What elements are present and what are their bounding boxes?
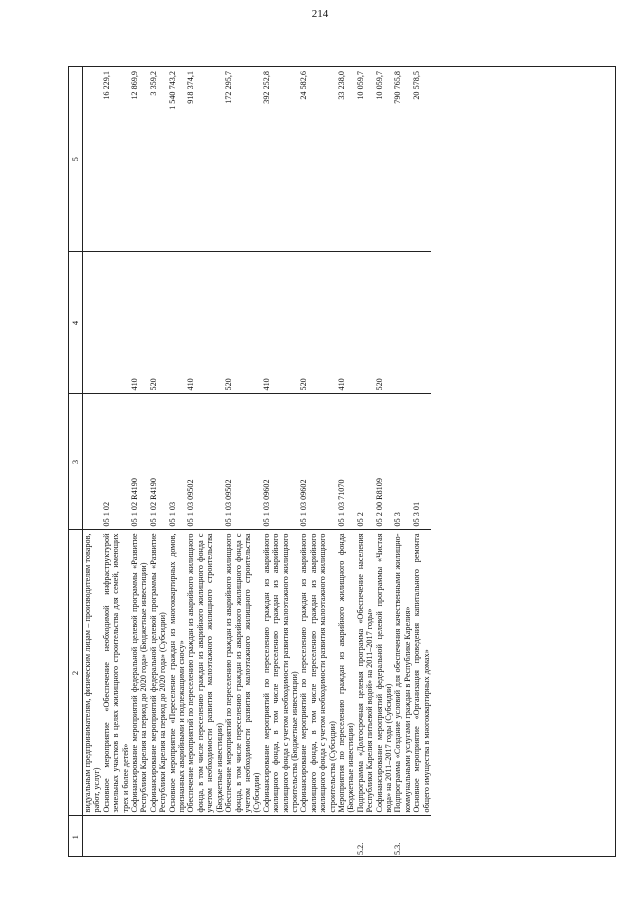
row-amount: 172 295,7 [224,67,262,252]
row-amount: 392 252,8 [262,67,300,252]
row-amount: 10 059,7 [356,67,375,252]
row-amount [83,67,102,252]
table-row [412,67,431,857]
row-expense-type [83,252,102,394]
row-code: 05 1 02 [102,394,130,530]
row-description: Софинансирование мероприятий по переселению граждан из аварийного жилищного фонда, в том числе переселению граждан из аварийного жилищного фонда с учетом необходимости развития малоэтажного жилищного строительства (Субсидии) [299,530,337,816]
row-code: 05 1 03 09502 [224,394,262,530]
row-description: Мероприятия по переселению граждан из аварийного жилищного фонда (Бюджетные инвестиции) [337,530,356,816]
rotated-table-container [69,67,616,857]
row-expense-type [168,252,187,394]
table-row [262,67,300,857]
row-group-number [186,816,224,857]
row-code: 05 1 03 09602 [299,394,337,530]
row-expense-type [393,252,412,394]
row-group-number [412,816,431,857]
row-amount: 12 869,9 [130,67,149,252]
header-col-4: 4 [69,252,83,394]
header-col-2: 2 [69,530,83,816]
row-expense-type [356,252,375,394]
row-description: Подпрограмма «Долгосрочная целевая программа «Обеспечение населения Республики Карелия питьевой водой» на 2011–2017 годы» [356,530,375,816]
row-amount: 3 359,2 [149,67,168,252]
row-amount: 16 229,1 [102,67,130,252]
row-group-number [224,816,262,857]
row-description: видуальным предпринимателям, физическим лицам – производителям товаров, работ, услуг) [83,530,102,816]
row-group-number: 5.2. [355,842,365,855]
row-group-number [262,816,300,857]
table-row [130,67,149,857]
budget-table [69,67,431,857]
row-amount: 918 374,1 [186,67,224,252]
row-group-number [168,816,187,857]
budget-table-frame [68,66,616,857]
table-row [356,67,375,857]
header-col-3: 3 [69,394,83,530]
table-row [186,67,224,857]
row-expense-type [102,252,130,394]
row-expense-type [412,252,431,394]
row-code: 05 1 03 71070 [337,394,356,530]
row-description: Софинансирование мероприятий федеральной целевой программы «Развитие Республики Карелия на период до 2020 года» (Бюджетные инвестиции) [130,530,149,816]
row-amount: 20 578,5 [412,67,431,252]
table-row [393,67,412,857]
row-code [83,394,102,530]
row-description: Софинансирование мероприятий федеральной целевой программы «Развитие Республики Карелия на период до 2020 года» (Субсидии) [149,530,168,816]
row-group-number [299,816,337,857]
row-amount: 790 765,8 [393,67,412,252]
row-code: 05 1 02 R4190 [130,394,149,530]
header-col-1: 1 [69,816,83,857]
row-code: 05 1 03 [168,394,187,530]
row-group-number [149,816,168,857]
row-code: 05 2 00 R8109 [375,394,394,530]
table-row [149,67,168,857]
row-description: Основное мероприятие «Обеспечение необходимой инфраструктурой земельных участков в целях жилищного строительства для семей, имеющих трех и более детей» [102,530,130,816]
row-expense-type: 520 [149,252,168,394]
row-description: Софинансирование мероприятий федеральной целевой программы «Чистая вода» на 2011–2017 годы (Субсидии) [375,530,394,816]
row-group-number [337,816,356,857]
page-number: 214 [311,8,329,20]
row-group-number [130,816,149,857]
row-group-number [83,816,102,857]
row-expense-type: 410 [130,252,149,394]
row-description: Обеспечение мероприятий по переселению граждан из аварийного жилищного фонда, в том числе переселению граждан из аварийного жилищного фонда с учетом необходимости развития малоэтажного жилищного строительства (Бюджетные инвестиции) [186,530,224,816]
row-amount: 1 540 743,2 [168,67,187,252]
row-code: 05 2 [356,394,375,530]
row-amount: 33 238,0 [337,67,356,252]
row-description: Основное мероприятие «Организация проведения капитального ремонта общего имущества в многоквартирных домах» [412,530,431,816]
table-row [337,67,356,857]
row-expense-type: 520 [299,252,337,394]
row-code: 05 1 03 09502 [186,394,224,530]
row-expense-type: 410 [337,252,356,394]
header-col-5: 5 [69,67,83,252]
row-code: 05 3 01 [412,394,431,530]
row-description: Основное мероприятие «Переселение граждан из многоквартирных домов, признанных аварийными и подлежащими сносу» [168,530,187,816]
row-code: 05 1 03 09602 [262,394,300,530]
table-row [299,67,337,857]
table-row [102,67,130,857]
row-group-number: 5.3. [393,842,403,855]
row-expense-type: 520 [375,252,394,394]
table-row [83,67,102,857]
row-amount: 10 059,7 [375,67,394,252]
table-row [375,67,394,857]
row-description: Обеспечение мероприятий по переселению граждан из аварийного жилищного фонда, в том числе переселению граждан из аварийного жилищного фонда с учетом необходимости развития малоэтажного жилищного строительства (Субсидии) [224,530,262,816]
row-description: Подпрограмма «Создание условий для обеспечения качественными жилищно-коммунальными услугами граждан в Республике Карелия» [393,530,412,816]
row-expense-type: 520 [224,252,262,394]
row-code: 05 1 02 R4190 [149,394,168,530]
table-header-row [69,67,83,857]
row-amount: 24 582,6 [299,67,337,252]
row-expense-type: 410 [262,252,300,394]
row-group-number [102,816,130,857]
table-row [224,67,262,857]
row-group-number [375,816,394,857]
row-description: Софинансирование мероприятий по переселению граждан из аварийного жилищного фонда, в том числе переселению граждан из аварийного жилищного фонда с учетом необходимости развития малоэтажного жилищного строительства (Бюджетные инвестиции) [262,530,300,816]
row-expense-type: 410 [186,252,224,394]
row-code: 05 3 [393,394,412,530]
table-row [168,67,187,857]
